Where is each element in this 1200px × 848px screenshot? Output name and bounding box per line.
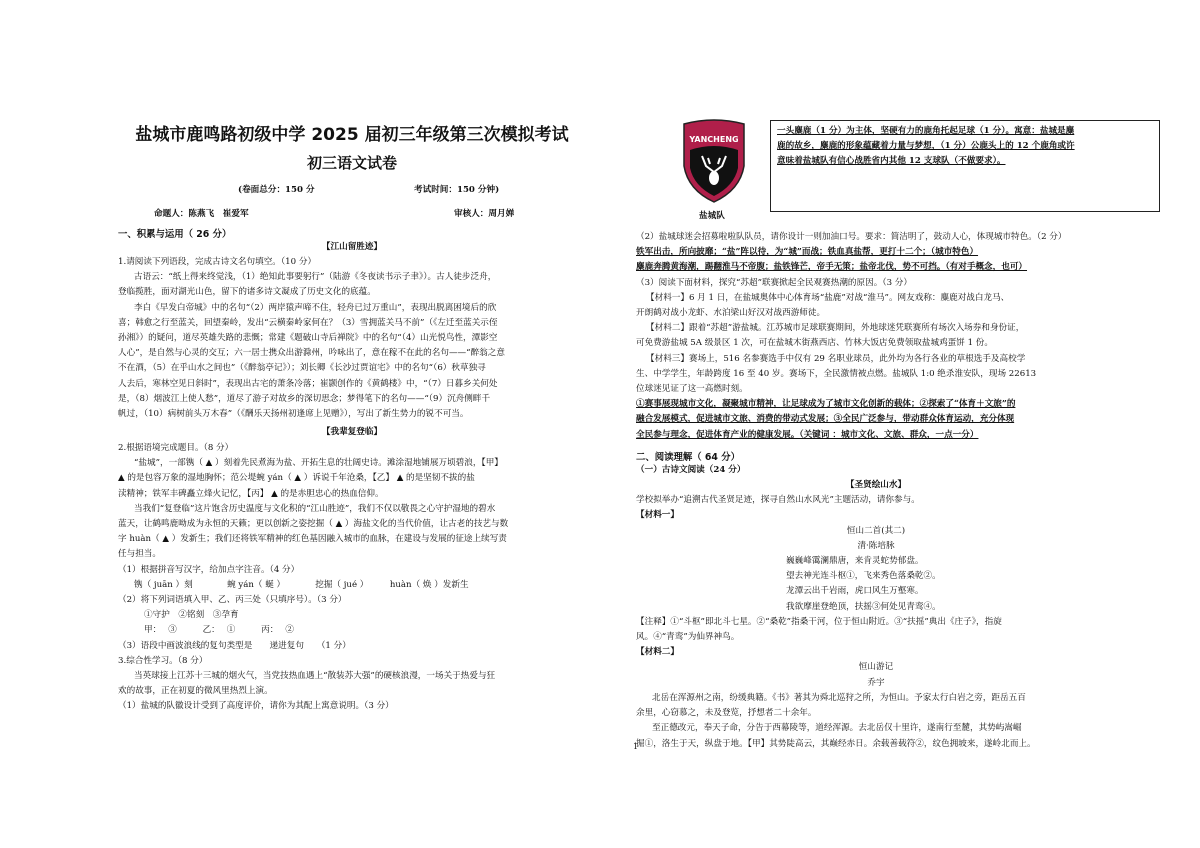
text-line: 人去后，寒林空见日斜时”，表现出古宅的萧条冷落；崔颢创作的《黄鹤楼》中，“（7）日暮乡关何处 — [118, 378, 498, 389]
text-line: 可免费游盐城 5A 级景区 1 次，可在盐城木街燕西店、竹林大饭店免费领取盐城鸡蛋饼 1 份。 — [636, 338, 993, 349]
text-line: 【材料一】6 月 1 日，在盐城奥体中心体育场“盐鹿”对战“淮马”。网友戏称：麋鹿对战白龙马、 — [646, 292, 1010, 303]
theme-heading: 【江山留胜迹】 — [321, 242, 383, 252]
intro-text: 学校拟举办“追溯古代圣贤足迹，探寻自然山水风光”主题活动，请你参与。 — [636, 495, 920, 506]
text-line: （1）盐城的队徽设计受到了高度评价，请你为其配上寓意说明。（3 分） — [118, 701, 394, 712]
theme-heading: 【我辈复登临】 — [321, 427, 383, 437]
time-info: 考试时间：150 分钟) — [414, 185, 500, 195]
text-line: ①守护 ②铭刻 ③孕育 — [144, 610, 239, 621]
poem-line: 龙潭云出千岩雨，虎口风生万壑寒。 — [786, 586, 924, 597]
text-line: 古语云：“纸上得来终觉浅，（1）绝知此事要躬行”（陆游《冬夜读书示子聿》）。古人徒步泛舟， — [134, 272, 497, 283]
answer-line: 镌（ juān ）刻 蜿 yán（ 蜒 ） 挖掘（ jué ） huàn（ 焕 ）发新生 — [134, 579, 469, 590]
poem-line: 我欲摩崖登绝顶，扶摇③何处见青鸾④。 — [786, 601, 941, 612]
text-line: 1.请阅读下列语段，完成古诗文名句填空。（10 分） — [118, 257, 317, 267]
answer-line: 意味着盐城队有信心战胜省内其他 12 支球队（不做要求）。 — [777, 156, 1006, 167]
text-line: 孙湘》）的疑问，道尽英雄失路的悲慨；常建《题破山寺后禅院》中的名句“（4）山光悦鸟性，潭影空 — [118, 333, 498, 344]
text-line: 渎精神；铁军丰碑矗立烽火记忆，【丙】 ▲ 的是赤胆忠心的热血信仰。 — [118, 488, 384, 499]
text-line: 帆过，（10）病树前头万木春”（《酬乐天扬州初逢席上见赠》），写出了新生势力的锐不可当。 — [118, 409, 469, 420]
text-line: 任与担当。 — [118, 549, 161, 560]
material-label: 【材料二】 — [636, 647, 679, 658]
answer-line: 全民参与理念，促进体育产业的健康发展。（关键词 ：城市文化、文旅、群众，一点一分） — [636, 429, 979, 440]
answer-line: 一头麋鹿（1 分）为主体，坚硬有力的鹿角托起足球（1 分）。寓意：盐城是麋 — [777, 126, 1075, 136]
text-line: 李白《早发白帝城》中的名句“（2）两岸猿声啼不住，轻舟已过万重山”，表现出脱离困境后的欣 — [134, 302, 497, 313]
text-line: 蓝天，让鹤鸣鹿呦成为永恒的天籁；更以创新之姿挖掘（ ▲ ）海盐文化的当代价值，让古老的技艺与数 — [118, 519, 509, 530]
text-line: 人心”，是自然与心灵的交互；六一居士携众出游滁州，吟咏出了，意在稼不在此的名句——“醉翁之意 — [118, 348, 505, 359]
prose-line: 掘①，洛生于天，纵盘于地。【甲】其势陡高云，其巅经赤日。余载善载符②，纹色拥坡来，遂岭北而上。 — [636, 738, 1036, 749]
answer-line: 甲： ③ 乙： ① 丙： ② — [144, 625, 294, 636]
poem-line: 巍巍峰霭澜鼎唐，来肯灵蛇势郁盘。 — [786, 556, 924, 567]
subsection-heading: （一）古诗文阅读（24 分） — [636, 464, 746, 475]
prose-line: 至正德改元，奉天子命，分告于西幕陵等，道经浑源。去北岳仅十里许，遂南行至麓，其势屿嵩崛 — [652, 723, 1022, 734]
answer-line: 鹿的故乡，麋鹿的形象蕴藏着力量与梦想，（1 分）公鹿头上的 12 个鹿角或许 — [777, 141, 1075, 152]
text-line: （2）将下列词语填入甲、乙、丙三处（只填序号）。（3 分） — [118, 595, 347, 606]
prose-line: 余里，心窃慕之，未及登览，抒想者二十余年。 — [636, 708, 817, 719]
page-number: 1 — [633, 742, 639, 751]
answer-line: （3）语段中画波浪线的复句类型是 递进复句 （1 分） — [118, 640, 351, 651]
text-line: 字 huàn（ ▲ ）发新生；我们还将铁军精神的红色基因融入城市的血脉，在建设与发展的征途上续写责 — [118, 534, 507, 545]
text-line: ▲ 的是包容万象的湿地胸怀；范公堤蜿 yán（ ▲ ）诉说千年沧桑，【乙】 ▲ 的是坚韧不拔的盐 — [118, 473, 475, 484]
section-heading: 一、积累与运用（ 26 分） — [118, 229, 232, 240]
answer-line: 麋鹿奔腾黄海潮，踢翻淮马不帝腹；盐铁锋芒，帝手无策；盐帝北伐，势不可挡。（有对手概念，也可） — [636, 262, 1028, 273]
answer-line: 融合发展模式，促进城市文旅、消费的带动式发展；③全民广泛参与，带动群众体育运动，充分体现 — [636, 414, 1015, 425]
answer-box — [770, 120, 1160, 212]
text-line: （3）阅读下面材料，探究“苏超”联赛掀起全民观赛热潮的原因。（3 分） — [636, 277, 912, 288]
notes-line: 【注释】①“斗枢”即北斗七星。②“桑乾”指桑干河，位于恒山附近。③“扶摇”典出《庄子》，指旋 — [636, 616, 1002, 627]
text-line: （2）盐城球迷会招募啦啦队队员，请你设计一则加油口号。要求：简洁明了，鼓动人心，体现城市特色。（2 分） — [636, 232, 1067, 242]
text-line: 欢的故事，正在初夏的微风里热烈上演。 — [118, 686, 273, 697]
text-line: 登临揽胜，面对湖光山色，留下的诸多诗文凝成了历史文化的底蕴。 — [118, 287, 376, 298]
answer-line: 铁军出击，所向披靡；“盐”阵以待，为“城”而战；铁血真盐帮，更打十二个；（城市特色） — [636, 247, 979, 258]
score-info: (卷面总分：150 分 — [238, 185, 315, 195]
text-line: 当英球接上江苏十三城的烟火气，当党技热血遇上“散装苏大强”的硬核浪漫，一场关于热爱与狂 — [134, 671, 496, 682]
text-line: 位球迷见证了这一高燃时刻。 — [636, 384, 748, 395]
question-1-block — [118, 255, 586, 422]
text-line: （1）根据拼音写汉字，给加点字注音。（4 分） — [118, 564, 300, 575]
poem-line: 望去神光连斗枢①，飞来秀色落桑乾②。 — [786, 571, 941, 582]
notes-line: 风。④“青鸾”为仙界神鸟。 — [636, 632, 740, 643]
right-column — [636, 230, 1116, 752]
team-name: 盐城队 — [699, 211, 725, 221]
poem-author: 清·陈培脉 — [857, 540, 895, 551]
material-label: 【材料一】 — [636, 510, 679, 521]
text-line: 【材料二】跟着“苏超”游盐城。江苏城市足球联赛期间，外地球迷凭联赛所有场次入场券和身份证， — [646, 323, 1025, 334]
question-2-block — [118, 441, 586, 715]
prose-title: 恒山游记 — [858, 662, 894, 673]
exam-subtitle: 初三语文试卷 — [306, 154, 397, 172]
reviewer-info: 审核人：周月婵 — [454, 209, 515, 219]
poem-title: 恒山二首(其二) — [846, 525, 906, 536]
text-line: 当我们“复登临”这片饱含历史温度与文化积的“江山胜迹”，我们不仅以敬畏之心守护湿地的碧水 — [134, 503, 496, 514]
team-logo — [680, 118, 748, 208]
text-line: “盐城”，一部镌（ ▲ ）刻着先民煮海为盐、开拓生息的壮阔史诗。滩涂湿地铺展万顷碧浪，【甲】 — [134, 458, 503, 469]
text-line: 不在酒，（5）在乎山水之间也”（《醉翁亭记》）；刘长卿《长沙过贾谊宅》中的名句“（6）秋草独寻 — [118, 363, 486, 374]
text-line: 【材料三】赛场上，516 名参赛选手中仅有 29 名职业球员，此外均为各行各业的草根选手及高校学 — [646, 353, 1026, 364]
theme-heading: 【圣贤绘山水】 — [845, 480, 907, 491]
section-heading: 二、阅读理解（ 64 分） — [636, 451, 740, 463]
author-info: 命题人：陈燕飞 崔爱军 — [154, 209, 249, 219]
logo-text: YANCHENG — [689, 135, 739, 144]
text-line: 喜；韩愈之行至蓝关，回望秦岭，发出“云横秦岭家何在？（3）雪拥蓝关马不前”（《左迁至蓝关示侄 — [118, 317, 498, 328]
left-column — [118, 0, 586, 848]
text-line: 开朗鹤对战小龙虾、水泊梁山好汉对战西游师徒。 — [636, 308, 826, 319]
answer-line: ①赛事展现城市文化，凝聚城市精神，让足球成为了城市文化创新的载体；②探索了“体育＋文旅”的 — [636, 399, 1016, 410]
prose-author: 乔宇 — [867, 677, 885, 688]
text-line: 3.综合性学习。（8 分） — [118, 655, 208, 666]
text-line: 是，（8）烟波江上使人愁”，道尽了游子对故乡的深切思念；梦得笔下的名句——“（9）沉舟侧畔千 — [118, 393, 491, 404]
text-line: 2.根据语境完成题目。（8 分） — [118, 443, 234, 453]
prose-line: 北岳在浑源州之南，纷缓典籍。《书》著其为舜北巡狩之所，为恒山。予家太行白岩之旁，距岳五百 — [652, 692, 1026, 703]
text-line: 生、中学学生，年龄跨度 16 至 40 岁。赛场下，全民激情被点燃。盐城队 1:0 绝杀淮安队，现场 22613 — [636, 368, 1037, 379]
exam-title: 盐城市鹿鸣路初级中学 2025 届初三年级第三次模拟考试 — [135, 125, 569, 145]
